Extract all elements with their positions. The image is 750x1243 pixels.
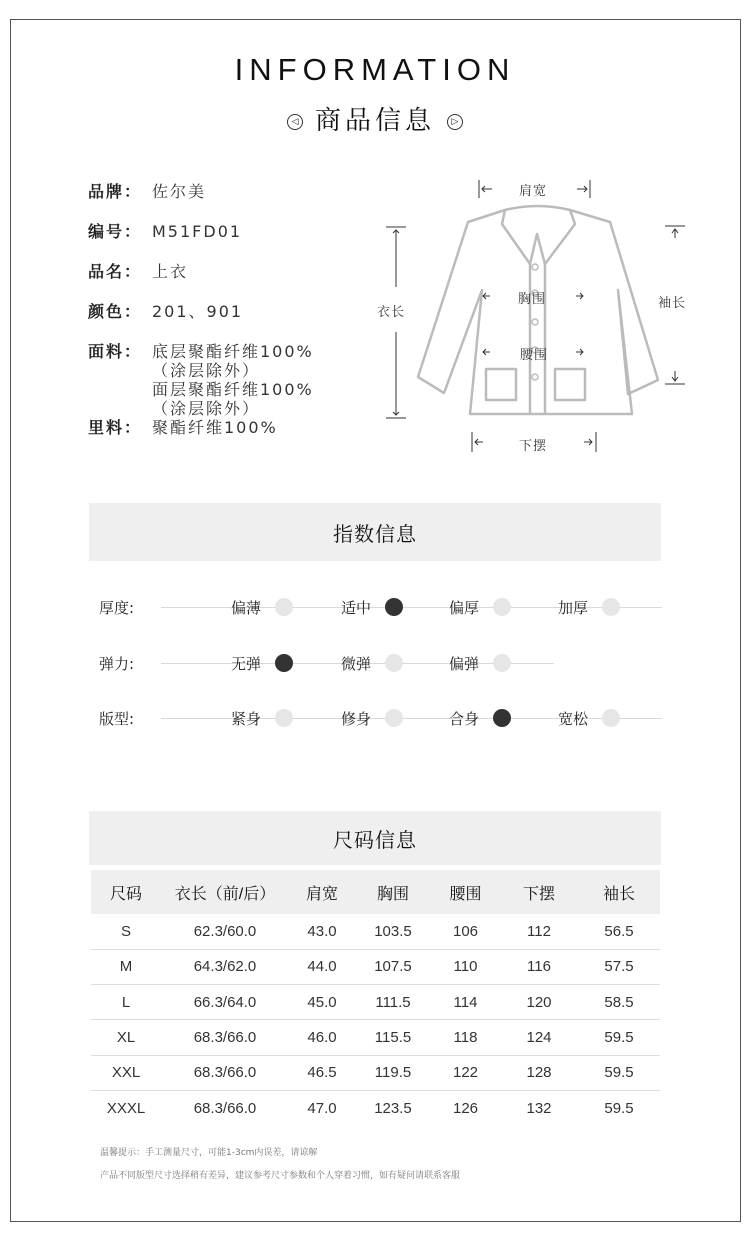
index-option: 宽松	[558, 710, 589, 728]
size-cell: 56.5	[578, 914, 660, 949]
info-value: 底层聚酯纤维100% （涂层除外） 面层聚酯纤维100% （涂层除外）	[152, 342, 314, 418]
size-cell: 59.5	[604, 1099, 634, 1117]
size-header-cell: 袖长	[602, 885, 635, 903]
left-arrow-icon: ◁	[287, 114, 303, 130]
info-label: 面料：	[88, 342, 143, 361]
size-table	[91, 870, 660, 1126]
size-header-cell: 肩宽	[305, 885, 338, 903]
info-value: 上衣	[152, 262, 189, 281]
size-header-cell: 腰围	[449, 885, 482, 903]
size-cell: 116	[500, 949, 578, 984]
product-info	[88, 182, 314, 438]
size-cell: 44.0	[289, 949, 355, 984]
size-cell: 46.0	[289, 1020, 355, 1055]
index-option: 偏厚	[449, 599, 480, 617]
size-cell: M	[91, 949, 161, 984]
size-cell: 47.0	[307, 1099, 337, 1117]
size-cell: 59.5	[578, 1020, 660, 1055]
index-option: 适中	[341, 599, 372, 617]
index-dot	[385, 709, 403, 727]
label-shoulder: 肩宽	[519, 184, 548, 199]
table-row	[91, 1020, 660, 1055]
size-cell: 124	[500, 1020, 578, 1055]
label-chest: 胸围	[518, 292, 547, 307]
label-length: 衣长	[377, 305, 406, 320]
info-value: 201、901	[152, 302, 244, 321]
size-section-title: 尺码信息	[89, 811, 661, 865]
size-cell: 110	[431, 949, 500, 984]
info-value: 聚酯纤维100%	[152, 418, 278, 437]
size-cell: 128	[500, 1055, 578, 1090]
index-section-title: 指数信息	[89, 503, 661, 561]
note-measurement: 温馨提示：手工测量尺寸，可能1-3cm内误差，请谅解	[100, 1148, 318, 1158]
size-header-cell: 胸围	[376, 885, 409, 903]
index-option: 紧身	[231, 710, 262, 728]
index-option: 微弹	[341, 655, 372, 673]
index-label: 版型:	[99, 710, 135, 728]
size-cell: 111.5	[355, 985, 431, 1020]
size-cell: 126	[452, 1099, 479, 1117]
jacket-outline-icon	[370, 172, 700, 462]
index-label: 弹力:	[99, 655, 135, 673]
size-cell: 115.5	[355, 1020, 431, 1055]
table-row	[91, 1090, 660, 1125]
index-option: 无弹	[231, 655, 262, 673]
size-cell: 58.5	[578, 985, 660, 1020]
size-cell: 66.3/64.0	[161, 985, 289, 1020]
size-cell: 45.0	[289, 985, 355, 1020]
index-dot	[275, 709, 293, 727]
size-cell: XL	[91, 1020, 161, 1055]
size-cell: 119.5	[355, 1055, 431, 1090]
table-row	[91, 949, 660, 984]
index-dot	[493, 654, 511, 672]
info-color	[88, 302, 314, 322]
index-dot	[602, 709, 620, 727]
garment-diagram	[370, 172, 700, 462]
index-option: 修身	[341, 710, 372, 728]
size-cell: 43.0	[289, 914, 355, 949]
info-value: 佐尔美	[152, 182, 207, 201]
size-cell: 59.5	[578, 1055, 660, 1090]
size-cell: 120	[500, 985, 578, 1020]
size-cell: 112	[500, 914, 578, 949]
table-row	[91, 985, 660, 1020]
size-header-cell: 尺码	[109, 885, 142, 903]
size-cell: 132	[526, 1099, 552, 1117]
info-brand	[88, 182, 314, 202]
size-cell: 68.3/66.0	[161, 1020, 289, 1055]
size-cell: 107.5	[355, 949, 431, 984]
info-code	[88, 222, 314, 242]
size-cell: L	[91, 985, 161, 1020]
info-label: 品名：	[88, 262, 143, 281]
index-option: 偏薄	[231, 599, 262, 617]
index-row-fit	[99, 708, 669, 730]
size-cell: 103.5	[355, 914, 431, 949]
title-chinese	[0, 100, 750, 137]
size-cell: 114	[431, 985, 500, 1020]
size-cell: XXL	[91, 1055, 161, 1090]
index-label: 厚度:	[99, 599, 135, 617]
index-dot	[602, 598, 620, 616]
index-row-thickness	[99, 597, 669, 619]
info-lining	[88, 418, 314, 438]
note-sizing: 产品不同版型尺寸选择稍有差异，建议参考尺寸参数和个人穿着习惯，如有疑问请联系客服	[100, 1171, 461, 1181]
size-table-header	[91, 870, 660, 914]
info-name	[88, 262, 314, 282]
size-cell: 46.5	[289, 1055, 355, 1090]
label-hem: 下摆	[519, 439, 548, 454]
size-cell: 118	[431, 1020, 500, 1055]
info-fabric	[88, 342, 314, 418]
index-dot	[493, 598, 511, 616]
size-cell: 106	[431, 914, 500, 949]
index-option: 偏弹	[449, 655, 480, 673]
size-cell: 62.3/60.0	[161, 914, 289, 949]
index-dot	[275, 598, 293, 616]
info-label: 里料：	[88, 418, 143, 437]
size-cell: XXXL	[106, 1099, 146, 1117]
size-cell: 68.3/66.0	[161, 1055, 289, 1090]
index-dot-selected	[493, 709, 511, 727]
title-english: INFORMATION	[234, 52, 516, 87]
index-dot-selected	[385, 598, 403, 616]
label-waist: 腰围	[520, 348, 549, 363]
index-option: 合身	[449, 710, 480, 728]
index-dot-selected	[275, 654, 293, 672]
index-dot	[385, 654, 403, 672]
table-row	[91, 914, 660, 949]
index-option: 加厚	[558, 599, 589, 617]
size-header-cell: 衣长（前/后）	[174, 885, 276, 903]
size-header-cell: 下摆	[522, 885, 555, 903]
size-cell: 123.5	[374, 1099, 412, 1117]
label-sleeve: 袖长	[658, 296, 687, 311]
size-cell: 68.3/66.0	[193, 1099, 257, 1117]
right-arrow-icon: ▷	[447, 114, 463, 130]
info-label: 品牌：	[88, 182, 143, 201]
info-value: M51FD01	[152, 222, 243, 241]
size-cell: 64.3/62.0	[161, 949, 289, 984]
index-row-elasticity	[99, 653, 669, 675]
info-label: 编号：	[88, 222, 143, 241]
table-row	[91, 1055, 660, 1090]
title-chinese-text: 商品信息	[314, 106, 435, 136]
info-label: 颜色：	[88, 302, 143, 321]
size-cell: S	[91, 914, 161, 949]
size-cell: 122	[431, 1055, 500, 1090]
size-cell: 57.5	[578, 949, 660, 984]
